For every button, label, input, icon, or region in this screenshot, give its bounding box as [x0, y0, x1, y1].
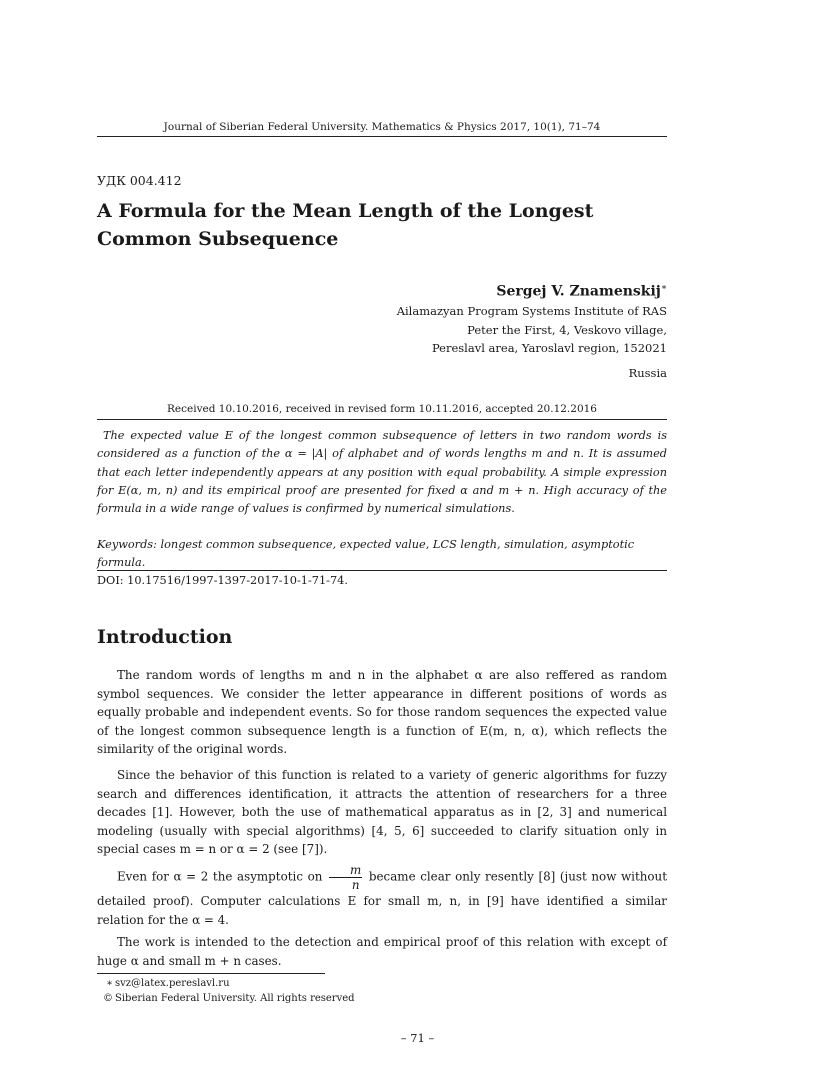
paragraph-text: The work is intended to the detection and empirical proof of this relation with except of huge α and small m + n cases.	[97, 935, 667, 968]
author-name	[496, 283, 667, 300]
journal-header: Journal of Siberian Federal University. Mathematics & Physics 2017, 10(1), 71–74	[163, 121, 601, 133]
affiliation-line: Ailamazyan Program Systems Institute of RAS	[396, 304, 667, 318]
received-dates: Received 10.10.2016, received in revised form 10.11.2016, accepted 20.12.2016	[167, 403, 597, 415]
paragraph-text: The random words of lengths m and n in the alphabet α are also reffered as random symbol sequences. We consider the letter appearance in different positions of words as equally probable and independent events. So for those random sequences the expected value of the longest common subsequence length is a function of E(m, n, α), which reflects the similarity of the original words.	[97, 668, 667, 757]
abstract-bottom-rule	[97, 570, 667, 571]
footnote-rule	[97, 973, 325, 974]
footnote-email-text: svz@latex.pereslavl.ru	[115, 978, 230, 989]
footnotes	[97, 976, 355, 1006]
page-number: – 71 –	[400, 1031, 435, 1045]
paper-title: A Formula for the Mean Length of the Longest Common Subsequence	[97, 200, 594, 250]
abstract-top-rule	[97, 419, 667, 420]
paragraph-text: became clear only resently [8] (just now without detailed proof). Computer calculations E for small m, n, in [9] have identified a similar relation for the α = 4.	[97, 869, 667, 927]
footnote-copyright	[97, 991, 355, 1006]
doi: DOI: 10.17516/1997-1397-2017-10-1-71-74.	[97, 574, 348, 587]
author-name-text: Sergej V. Znamenskij	[496, 283, 661, 300]
section-title: Introduction	[97, 626, 233, 648]
author-footnote-mark: ∗	[660, 283, 667, 293]
abstract: The expected value E of the longest common subsequence of letters in two random words is considered as a function of the α = |A| of alphabet and of words lengths m and n. It is assumed that each letter independently appears at any position with equal probability. A simple expression for E(α, m, n) and its empirical proof are presented for fixed α and m + n. High accuracy of the formula in a wide range of values is confirmed by numerical simulations.	[97, 429, 667, 516]
footnote-email	[97, 976, 355, 991]
fraction-numerator: m	[329, 863, 362, 878]
body-paragraphs-2-4	[97, 766, 667, 970]
footnote-copyright-text: Siberian Federal University. All rights reserved	[115, 993, 355, 1004]
footnote-mark: ∗	[106, 978, 113, 989]
paragraph-text: Since the behavior of this function is related to a variety of generic algorithms for fuzzy search and differences identification, it attracts the attention of researchers for a three decades [1]. However, both the use of mathematical apparatus as in [2, 3] and numerical modeling (usually with special algorithms) [4, 5, 6] succeeded to clarify situation only in special cases m = n or α = 2 (see [7]).	[97, 768, 667, 857]
affiliation-country: Russia	[628, 365, 667, 380]
paragraph-with-fraction	[97, 863, 667, 929]
fraction-denominator: n	[351, 877, 360, 892]
paragraph-text: Even for α = 2 the asymptotic on	[117, 869, 323, 884]
affiliation-line: Pereslavl area, Yaroslavl region, 152021	[431, 341, 667, 355]
keywords: Keywords: longest common subsequence, expected value, LCS length, simulation, asymptotic formula.	[97, 538, 635, 569]
udk-code: УДК 004.412	[97, 173, 182, 188]
body-paragraph-1	[97, 666, 667, 759]
copyright-icon: ©	[103, 993, 113, 1004]
keywords-block	[97, 536, 667, 590]
affiliation-line: Peter the First, 4, Veskovo village,	[467, 322, 667, 337]
fraction-m-over-n	[329, 863, 362, 892]
header-rule	[97, 136, 667, 137]
affiliation	[397, 302, 667, 382]
